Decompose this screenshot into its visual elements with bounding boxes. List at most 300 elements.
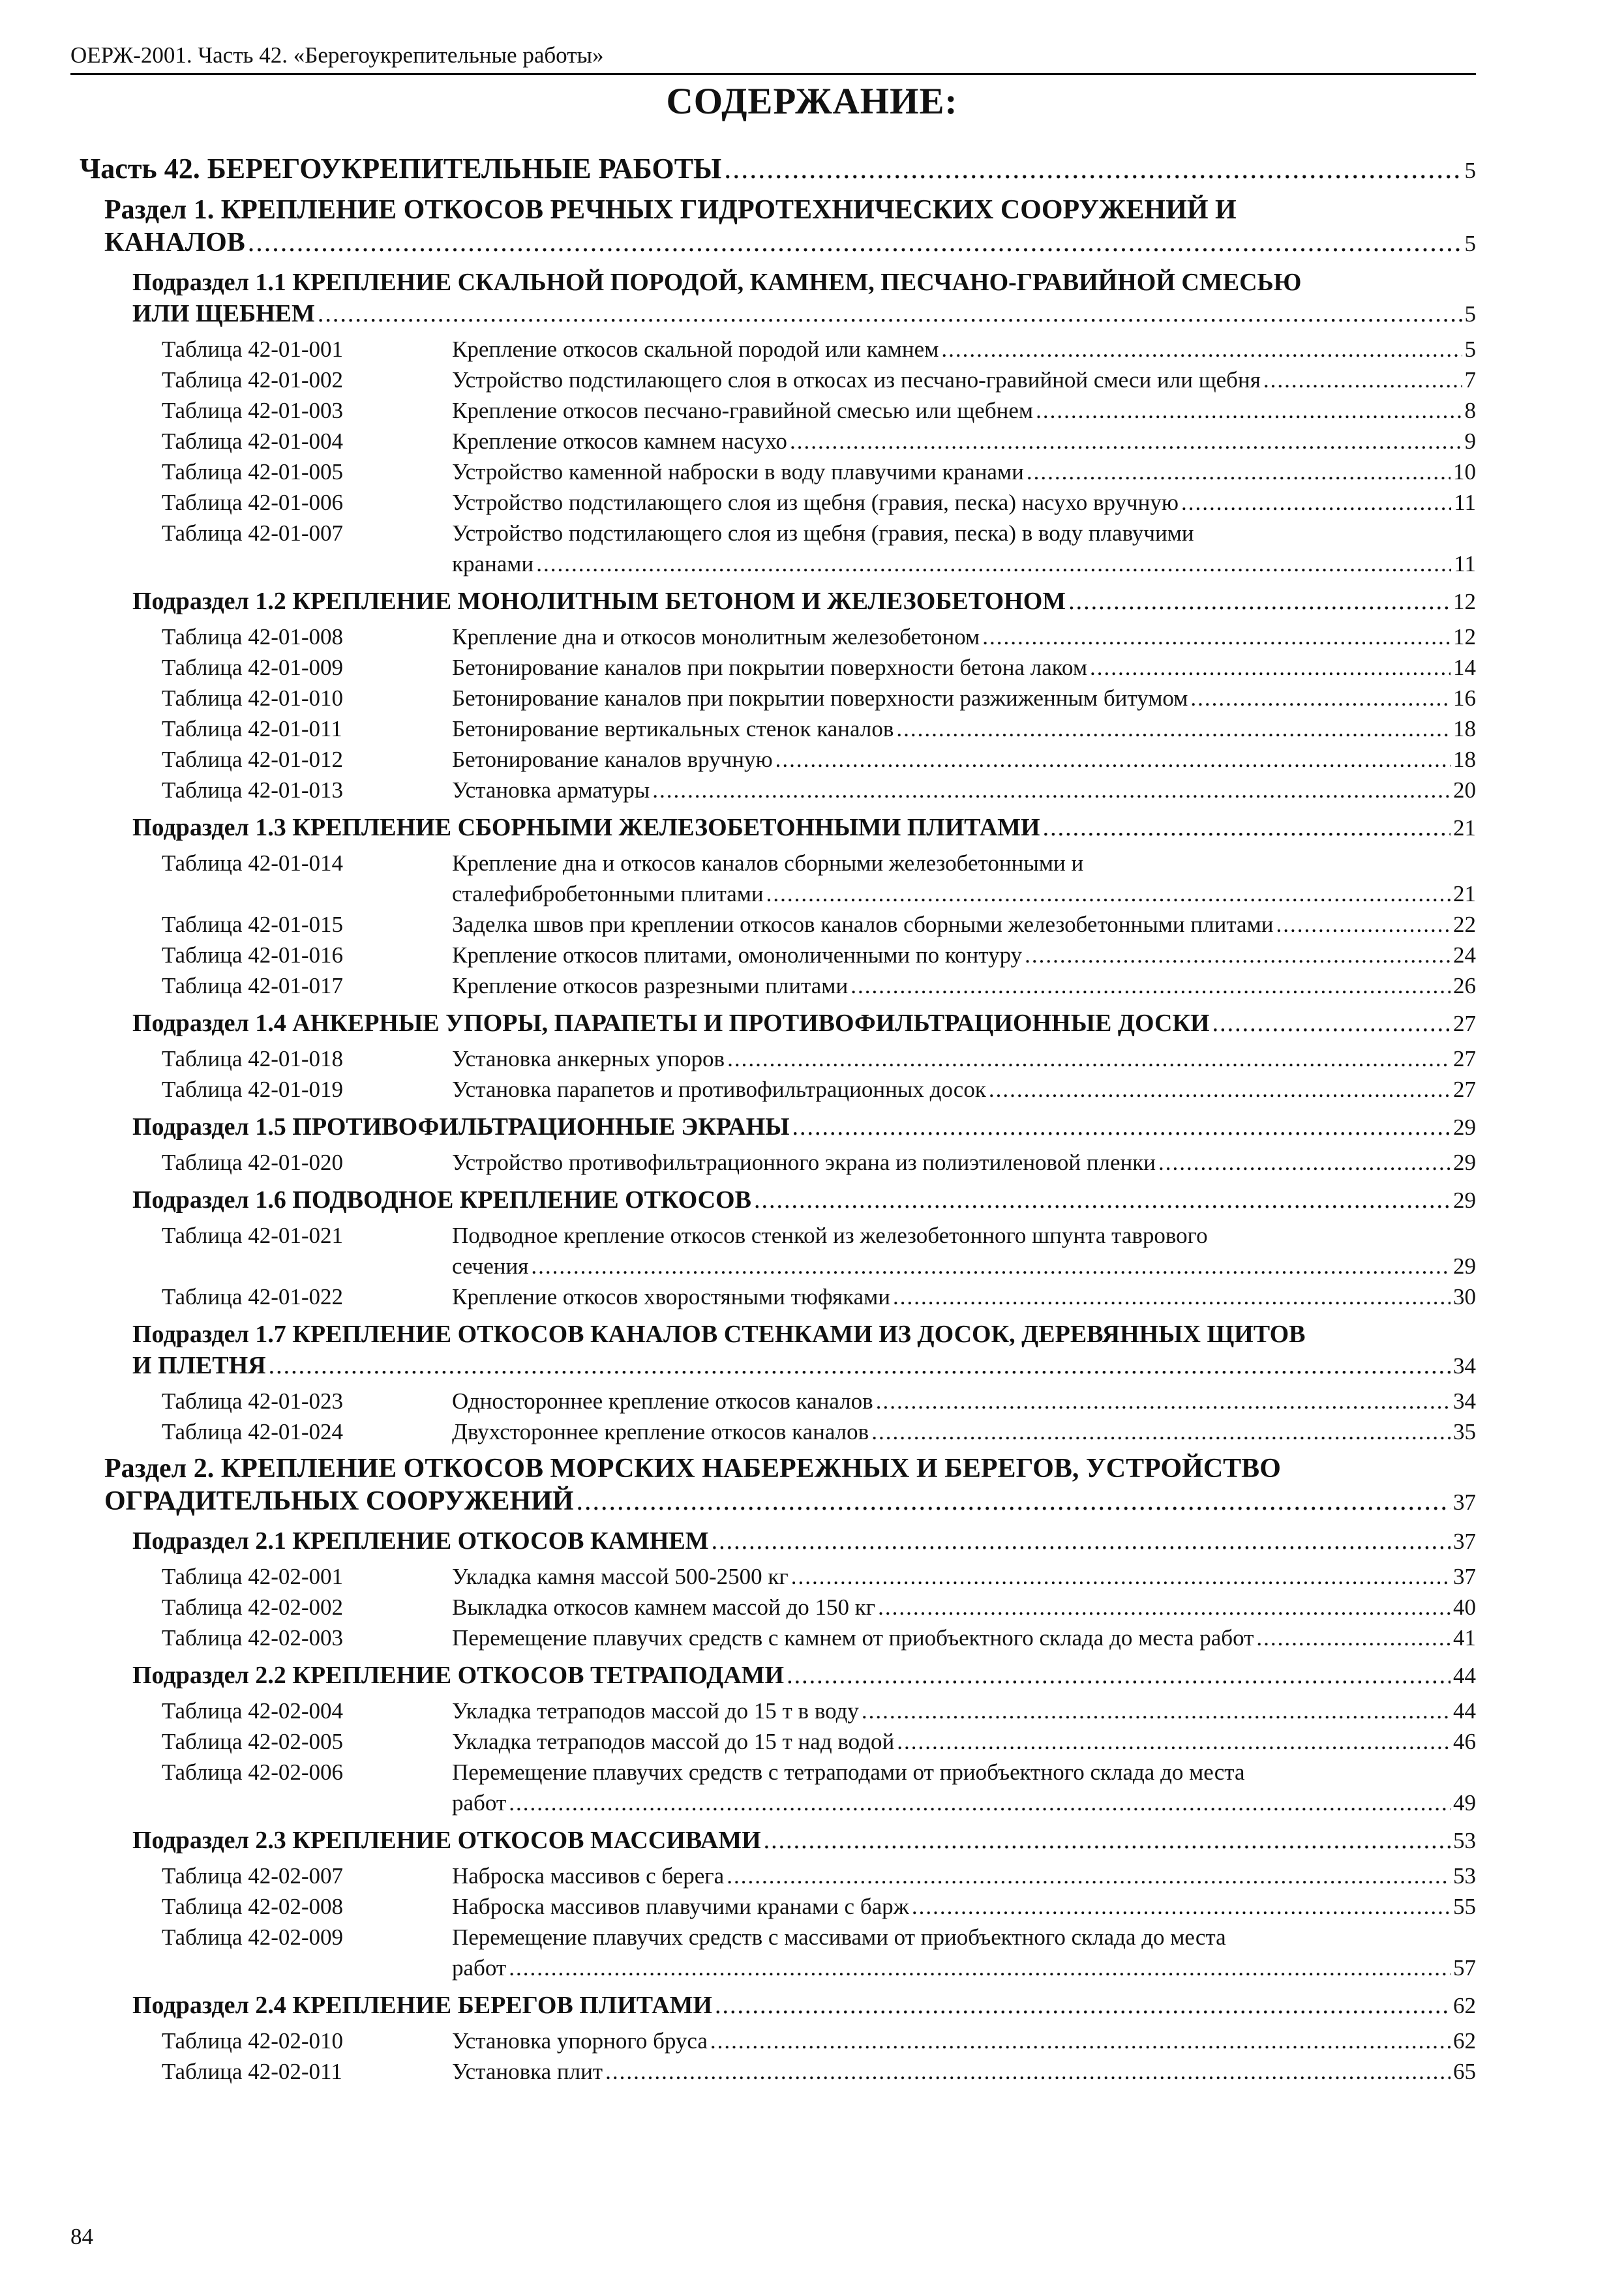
toc-entry-label: Установка арматуры: [452, 777, 650, 803]
table-number: Таблица 42-01-024: [162, 1419, 344, 1444]
toc-table-entry[interactable]: [162, 683, 1476, 713]
toc-entry-text: [452, 395, 1476, 426]
toc-entry-text: [452, 970, 1476, 1001]
toc-entry-line: [452, 621, 1476, 652]
toc-table-entry[interactable]: [162, 909, 1476, 940]
toc-page-number: 21: [1453, 881, 1476, 906]
toc-entry-line: [452, 487, 1476, 518]
dot-leader: [764, 1825, 1451, 1856]
toc-entry-line: [452, 1592, 1476, 1623]
table-number: Таблица 42-02-001: [162, 1564, 344, 1589]
toc-entry-line: [132, 586, 1476, 618]
toc-entry-line: [452, 683, 1476, 713]
toc-entry-text: [452, 909, 1476, 940]
table-description: [452, 334, 1476, 365]
toc-table-row: [162, 621, 1476, 652]
toc-table-row: [162, 487, 1476, 518]
toc-table-row: [162, 1861, 1476, 1891]
toc-table-entry[interactable]: [162, 1561, 1476, 1592]
toc-section-entry[interactable]: [104, 1452, 1476, 1519]
toc-entry-label: Крепление откосов песчано-гравийной смесью или щебнем: [452, 398, 1034, 423]
toc-entry-text: [452, 621, 1476, 652]
toc-entry-label: Крепление дна и откосов монолитным железобетоном: [452, 624, 980, 650]
toc-table-row: [162, 2056, 1476, 2087]
toc-entry-text: [452, 713, 1476, 744]
toc-page-number: 30: [1453, 1284, 1476, 1309]
dot-leader: [941, 334, 1462, 365]
toc-page-number: 5: [1464, 231, 1476, 256]
toc-subsection-entry[interactable]: [132, 1525, 1476, 1557]
table-description: [452, 744, 1476, 775]
toc-page-number: 22: [1453, 912, 1476, 937]
table-description: [452, 713, 1476, 744]
dot-leader: [577, 1485, 1451, 1518]
toc-table-row: [162, 1043, 1476, 1074]
toc-entry-line: [104, 226, 1476, 260]
dot-leader: [1181, 487, 1451, 518]
toc-entry-line: [452, 970, 1476, 1001]
toc-entry-label: Укладка тетраподов массой до 15 т в воду: [452, 1698, 859, 1724]
dot-leader: [727, 1043, 1451, 1074]
toc-table-entry[interactable]: [162, 1922, 1476, 1983]
toc-page-number: 37: [1453, 1489, 1476, 1515]
toc-page-number: 62: [1453, 1993, 1476, 2018]
toc-page-number: 11: [1454, 551, 1476, 576]
toc-entry-label: Укладка тетраподов массой до 15 т над водой: [452, 1729, 895, 1754]
toc-table-entry[interactable]: [162, 621, 1476, 652]
dot-leader: [1256, 1623, 1451, 1653]
toc-table-row: [162, 652, 1476, 683]
toc-entry-label: Крепление откосов разрезными плитами: [452, 973, 849, 998]
toc-table-row: [162, 909, 1476, 940]
toc-table-entry[interactable]: [162, 940, 1476, 970]
toc-page-number: 7: [1464, 367, 1476, 393]
toc-entry-text: [452, 652, 1476, 683]
dot-leader: [787, 1660, 1451, 1691]
toc-subsection-entry[interactable]: [132, 1990, 1476, 2022]
toc-page-number: 29: [1453, 1150, 1476, 1175]
toc-entry-text: [132, 812, 1476, 844]
toc-table-row: [162, 1147, 1476, 1178]
toc-entry-line: Крепление дна и откосов каналов сборными железобетонными и: [452, 850, 1084, 876]
table-description: [452, 652, 1476, 683]
toc-table-entry[interactable]: [162, 970, 1476, 1001]
toc-page-number: 26: [1453, 973, 1476, 998]
table-number: Таблица 42-01-018: [162, 1046, 344, 1071]
toc-entry-line: [452, 1861, 1476, 1891]
toc-entry-text: [452, 1726, 1476, 1757]
toc-table-entry[interactable]: [162, 487, 1476, 518]
toc-table-row: [162, 518, 1476, 579]
toc-entry-label: Бетонирование каналов при покрытии поверхности бетона лаком: [452, 655, 1088, 680]
toc-table-row: [162, 426, 1476, 456]
toc-entry-line: [452, 775, 1476, 805]
toc-table-row: [162, 970, 1476, 1001]
toc-entry-line: [452, 940, 1476, 970]
table-description: [452, 1726, 1476, 1757]
toc-entry-label: ОГРАДИТЕЛЬНЫХ СООРУЖЕНИЙ: [104, 1486, 574, 1516]
toc-entry-line: [132, 812, 1476, 844]
toc-entry-line: Подраздел 1.7 КРЕПЛЕНИЕ ОТКОСОВ КАНАЛОВ СТЕНКАМИ ИЗ ДОСОК, ДЕРЕВЯННЫХ ЩИТОВ: [132, 1321, 1306, 1348]
toc-page-number: 12: [1453, 589, 1476, 614]
toc-section-entry[interactable]: [104, 194, 1476, 260]
toc-page-number: 29: [1453, 1253, 1476, 1279]
table-description: [452, 909, 1476, 940]
table-description: [452, 1281, 1476, 1312]
toc-entry-line: [132, 1525, 1476, 1557]
toc-table-entry[interactable]: [162, 652, 1476, 683]
toc-entry-label: Бетонирование вертикальных стенок каналов: [452, 716, 894, 741]
table-description: [452, 940, 1476, 970]
toc-page-number: 18: [1453, 716, 1476, 741]
toc-entry-line: [452, 2056, 1476, 2087]
toc-table-row: [162, 2026, 1476, 2056]
toc-table-entry[interactable]: [162, 2026, 1476, 2056]
toc-entry-line: [452, 909, 1476, 940]
toc-entry-text: [132, 1111, 1476, 1143]
toc-table-entry[interactable]: [162, 1386, 1476, 1416]
toc-entry-text: [452, 1623, 1476, 1653]
toc-entry-text: [132, 1990, 1476, 2022]
toc-page-number: 12: [1453, 624, 1476, 650]
toc-table-entry[interactable]: [162, 365, 1476, 395]
toc-table-entry[interactable]: [162, 1757, 1476, 1818]
toc-entry-line: [452, 334, 1476, 365]
toc-page-number: 65: [1453, 2059, 1476, 2084]
table-description: [452, 1696, 1476, 1726]
toc-page-number: 57: [1453, 1955, 1476, 1981]
table-number: Таблица 42-02-006: [162, 1759, 344, 1785]
dot-leader: [724, 151, 1462, 187]
toc-entry-label: Подраздел 2.2 КРЕПЛЕНИЕ ОТКОСОВ ТЕТРАПОДАМИ: [132, 1662, 785, 1689]
toc-entry-line: [452, 1386, 1476, 1416]
toc-page-number: 49: [1453, 1790, 1476, 1816]
toc-table-entry[interactable]: [162, 1147, 1476, 1178]
toc-entry-label: кранами: [452, 551, 534, 576]
dot-leader: [269, 1350, 1451, 1381]
toc-entry-line: [452, 1623, 1476, 1653]
toc-entry-label: сечения: [452, 1253, 529, 1279]
table-description: [452, 1386, 1476, 1416]
toc-table-entry[interactable]: [162, 1281, 1476, 1312]
toc-subsection-entry[interactable]: [132, 586, 1476, 618]
toc-entry-line: [452, 548, 1476, 579]
dot-leader: [775, 744, 1451, 775]
dot-leader: [896, 713, 1451, 744]
toc-table-entry[interactable]: [162, 456, 1476, 487]
toc-page-number: 44: [1453, 1663, 1476, 1688]
toc-entry-line: [452, 365, 1476, 395]
toc-entry-label: Заделка швов при креплении откосов каналов сборными железобетонными плитами: [452, 912, 1274, 937]
dot-leader: [897, 1726, 1451, 1757]
toc-table-entry[interactable]: [162, 848, 1476, 909]
table-description: [452, 1891, 1476, 1922]
toc-page-number: 55: [1453, 1894, 1476, 1919]
dot-leader: [989, 1074, 1451, 1105]
toc-table-entry[interactable]: [162, 1726, 1476, 1757]
dot-leader: [727, 1861, 1451, 1891]
toc-entry-text: [452, 1147, 1476, 1178]
table-number: Таблица 42-02-002: [162, 1594, 344, 1620]
table-description: [452, 1592, 1476, 1623]
table-description: [452, 2056, 1476, 2087]
toc-table-entry[interactable]: [162, 2056, 1476, 2087]
table-number: Таблица 42-01-015: [162, 912, 344, 937]
toc-page-number: 11: [1454, 490, 1476, 515]
dot-leader: [1043, 812, 1451, 843]
toc-entry-label: Установка анкерных упоров: [452, 1046, 725, 1071]
table-number: Таблица 42-01-009: [162, 655, 344, 680]
table-number: Таблица 42-01-011: [162, 716, 342, 741]
table-number: Таблица 42-02-009: [162, 1924, 344, 1950]
dot-leader: [893, 1281, 1451, 1312]
table-description: [452, 518, 1476, 579]
toc-subsection-entry[interactable]: [132, 1111, 1476, 1143]
toc-entry-text: [452, 1220, 1476, 1281]
dot-leader: [790, 426, 1462, 456]
toc-page-number: 44: [1453, 1698, 1476, 1724]
table-number: Таблица 42-01-005: [162, 459, 344, 485]
toc-table-row: [162, 1592, 1476, 1623]
toc-table-entry[interactable]: [162, 426, 1476, 456]
toc-subsection-entry[interactable]: [132, 1319, 1476, 1382]
toc-entry-line: [452, 1952, 1476, 1983]
table-description: [452, 775, 1476, 805]
dot-leader: [871, 1416, 1451, 1447]
toc-entry-line: [80, 151, 1476, 188]
dot-leader: [1263, 365, 1462, 395]
toc-entry-line: [452, 1074, 1476, 1105]
toc-subsection-entry[interactable]: [132, 1184, 1476, 1216]
toc-page-number: 27: [1453, 1077, 1476, 1102]
toc-entry-text: [452, 1891, 1476, 1922]
toc-table-entry[interactable]: [162, 1696, 1476, 1726]
toc-entry-text: [452, 940, 1476, 970]
toc-subsection-entry[interactable]: [132, 812, 1476, 844]
toc-page-number: 40: [1453, 1594, 1476, 1620]
table-number: Таблица 42-01-001: [162, 337, 344, 362]
toc-entry-text: [452, 1043, 1476, 1074]
table-description: [452, 1147, 1476, 1178]
toc-entry-label: Крепление откосов плитами, омоноличенными по контуру: [452, 942, 1023, 968]
table-description: [452, 1757, 1476, 1818]
table-description: [452, 1074, 1476, 1105]
toc-entry-text: [452, 775, 1476, 805]
toc-page-number: 29: [1453, 1115, 1476, 1140]
toc-entry-line: [132, 1990, 1476, 2022]
running-header: ОЕРЖ-2001. Часть 42. «Берегоукрепительные работы»: [70, 40, 1476, 75]
toc-entry-label: Перемещение плавучих средств с камнем от приобъектного склада до места работ: [452, 1625, 1254, 1651]
dot-leader: [1276, 909, 1451, 940]
toc-table-entry[interactable]: [162, 744, 1476, 775]
toc-table-entry[interactable]: [162, 1861, 1476, 1891]
table-number: Таблица 42-01-022: [162, 1284, 344, 1309]
table-description: [452, 395, 1476, 426]
toc-entry-line: Раздел 1. КРЕПЛЕНИЕ ОТКОСОВ РЕЧНЫХ ГИДРОТЕХНИЧЕСКИХ СООРУЖЕНИЙ И: [104, 195, 1237, 225]
toc-entry-label: Установка парапетов и противофильтрационных досок: [452, 1077, 986, 1102]
toc-entry-text: [452, 1386, 1476, 1416]
toc-entry-line: [452, 1788, 1476, 1818]
table-description: [452, 1623, 1476, 1653]
toc-table-entry[interactable]: [162, 713, 1476, 744]
toc-table-entry[interactable]: [162, 334, 1476, 365]
toc-entry-line: [452, 1251, 1476, 1281]
toc-entry-label: Подраздел 2.3 КРЕПЛЕНИЕ ОТКОСОВ МАССИВАМИ: [132, 1827, 761, 1854]
toc-entry-text: [452, 2056, 1476, 2087]
toc-entry-label: сталефибробетонными плитами: [452, 881, 764, 906]
toc-subsection-entry[interactable]: [132, 267, 1476, 330]
toc-table-row: [162, 365, 1476, 395]
toc-part-entry[interactable]: [80, 151, 1476, 188]
toc-entry-text: [452, 1281, 1476, 1312]
toc-entry-text: [452, 518, 1476, 579]
table-description: [452, 1861, 1476, 1891]
toc-entry-text: [132, 1008, 1476, 1040]
toc-entry-line: [452, 1726, 1476, 1757]
toc-table-row: [162, 1561, 1476, 1592]
toc-entry-label: Подраздел 2.1 КРЕПЛЕНИЕ ОТКОСОВ КАМНЕМ: [132, 1527, 709, 1555]
toc-table-entry[interactable]: [162, 775, 1476, 805]
toc-entry-text: [452, 365, 1476, 395]
table-description: [452, 1416, 1476, 1447]
dot-leader: [1025, 940, 1451, 970]
toc-entry-label: Бетонирование каналов вручную: [452, 747, 773, 772]
toc-table-row: [162, 334, 1476, 365]
toc-entry-text: [132, 1825, 1476, 1857]
toc-table-row: [162, 1416, 1476, 1447]
table-description: [452, 2026, 1476, 2056]
toc-table-entry[interactable]: [162, 1416, 1476, 1447]
toc-entry-text: [132, 1319, 1476, 1382]
toc-entry-line: Подводное крепление откосов стенкой из железобетонного шпунта таврового: [452, 1223, 1208, 1248]
toc-page-number: 29: [1453, 1188, 1476, 1213]
toc-page-number: 62: [1453, 2028, 1476, 2054]
table-number: Таблица 42-01-010: [162, 685, 344, 711]
toc-entry-line: Перемещение плавучих средств с тетраподами от приобъектного склада до места: [452, 1759, 1245, 1785]
dot-leader: [248, 226, 1462, 259]
toc-entry-text: [452, 744, 1476, 775]
toc-page-number: 18: [1453, 747, 1476, 772]
toc-table-row: [162, 1220, 1476, 1281]
toc-entry-label: Укладка камня массой 500-2500 кг: [452, 1564, 789, 1589]
toc-entry-label: Наброска массивов с берега: [452, 1863, 725, 1889]
dot-leader: [318, 298, 1462, 329]
toc-entry-label: КАНАЛОВ: [104, 228, 245, 258]
toc-entry-line: [452, 1281, 1476, 1312]
toc-entry-line: [452, 395, 1476, 426]
toc-page-number: 46: [1453, 1729, 1476, 1754]
toc-page-number: 10: [1453, 459, 1476, 485]
toc-table-row: [162, 456, 1476, 487]
dot-leader: [652, 775, 1451, 805]
toc-entry-text: [132, 1525, 1476, 1557]
toc-entry-label: работ: [452, 1955, 507, 1981]
dot-leader: [1068, 586, 1451, 617]
toc-page-number: 24: [1453, 942, 1476, 968]
dot-leader: [536, 548, 1451, 579]
table-number: Таблица 42-02-005: [162, 1729, 344, 1754]
toc-table-entry[interactable]: [162, 1592, 1476, 1623]
toc-table-entry[interactable]: [162, 395, 1476, 426]
toc-table-entry[interactable]: [162, 1220, 1476, 1281]
toc-entry-label: Бетонирование каналов при покрытии поверхности разжиженным битумом: [452, 685, 1188, 711]
toc-entry-text: [452, 1757, 1476, 1818]
toc-table-entry[interactable]: [162, 1891, 1476, 1922]
dot-leader: [791, 1561, 1451, 1592]
table-number: Таблица 42-02-003: [162, 1625, 344, 1651]
table-number: Таблица 42-02-010: [162, 2028, 344, 2054]
toc-table-row: [162, 1726, 1476, 1757]
toc-entry-text: [452, 1861, 1476, 1891]
toc-entry-label: Часть 42. БЕРЕГОУКРЕПИТЕЛЬНЫЕ РАБОТЫ: [80, 153, 722, 185]
toc-page-number: 9: [1464, 428, 1476, 454]
toc-table-entry[interactable]: [162, 518, 1476, 579]
dot-leader: [1212, 1008, 1451, 1039]
toc-entry-label: Двухстороннее крепление откосов каналов: [452, 1419, 869, 1444]
toc-table-entry[interactable]: [162, 1043, 1476, 1074]
table-number: Таблица 42-01-012: [162, 747, 344, 772]
toc-entry-text: [452, 1696, 1476, 1726]
toc-subsection-entry[interactable]: [132, 1660, 1476, 1692]
toc-table-row: [162, 1074, 1476, 1105]
toc-table-row: [162, 1623, 1476, 1653]
toc-entry-label: Подраздел 1.2 КРЕПЛЕНИЕ МОНОЛИТНЫМ БЕТОНОМ И ЖЕЛЕЗОБЕТОНОМ: [132, 588, 1066, 615]
dot-leader: [1036, 395, 1462, 426]
toc-entry-text: [452, 848, 1476, 909]
toc-subsection-entry[interactable]: [132, 1008, 1476, 1040]
toc-table-entry[interactable]: [162, 1623, 1476, 1653]
toc-entry-text: [452, 1922, 1476, 1983]
toc-table-row: [162, 775, 1476, 805]
toc-entry-label: Крепление откосов скальной породой или камнем: [452, 337, 939, 362]
toc-entry-label: Одностороннее крепление откосов каналов: [452, 1388, 873, 1414]
toc-entry-line: [132, 1660, 1476, 1692]
toc-entry-text: [452, 456, 1476, 487]
dot-leader: [982, 621, 1451, 652]
toc-entry-label: Подраздел 1.5 ПРОТИВОФИЛЬТРАЦИОННЫЕ ЭКРАНЫ: [132, 1113, 790, 1141]
toc-entry-line: [452, 1891, 1476, 1922]
toc-page-number: 34: [1453, 1388, 1476, 1414]
toc-entry-text: [452, 487, 1476, 518]
toc-entry-label: Подраздел 2.4 КРЕПЛЕНИЕ БЕРЕГОВ ПЛИТАМИ: [132, 1992, 713, 2019]
dot-leader: [710, 2026, 1451, 2056]
table-description: [452, 1220, 1476, 1281]
toc-entry-text: [104, 1452, 1476, 1519]
dot-leader: [876, 1386, 1451, 1416]
dot-leader: [1190, 683, 1451, 713]
toc-page-number: 34: [1453, 1353, 1476, 1379]
dot-leader: [878, 1592, 1451, 1623]
dot-leader: [509, 1788, 1451, 1818]
table-description: [452, 456, 1476, 487]
toc-entry-text: [80, 151, 1476, 188]
dot-leader: [1158, 1147, 1451, 1178]
toc-page-number: 53: [1453, 1863, 1476, 1889]
dot-leader: [754, 1184, 1451, 1216]
table-description: [452, 683, 1476, 713]
toc-subsection-entry[interactable]: [132, 1825, 1476, 1857]
dot-leader: [850, 970, 1451, 1001]
toc-entry-text: [452, 1592, 1476, 1623]
page-number: 84: [70, 2224, 93, 2249]
toc-entry-line: [452, 744, 1476, 775]
table-number: Таблица 42-02-007: [162, 1863, 344, 1889]
toc-entry-line: [132, 1825, 1476, 1857]
toc-table-entry[interactable]: [162, 1074, 1476, 1105]
table-description: [452, 970, 1476, 1001]
dot-leader: [509, 1952, 1451, 1983]
toc-entry-line: Подраздел 1.1 КРЕПЛЕНИЕ СКАЛЬНОЙ ПОРОДОЙ, КАМНЕМ, ПЕСЧАНО-ГРАВИЙНОЙ СМЕСЬЮ: [132, 269, 1302, 296]
